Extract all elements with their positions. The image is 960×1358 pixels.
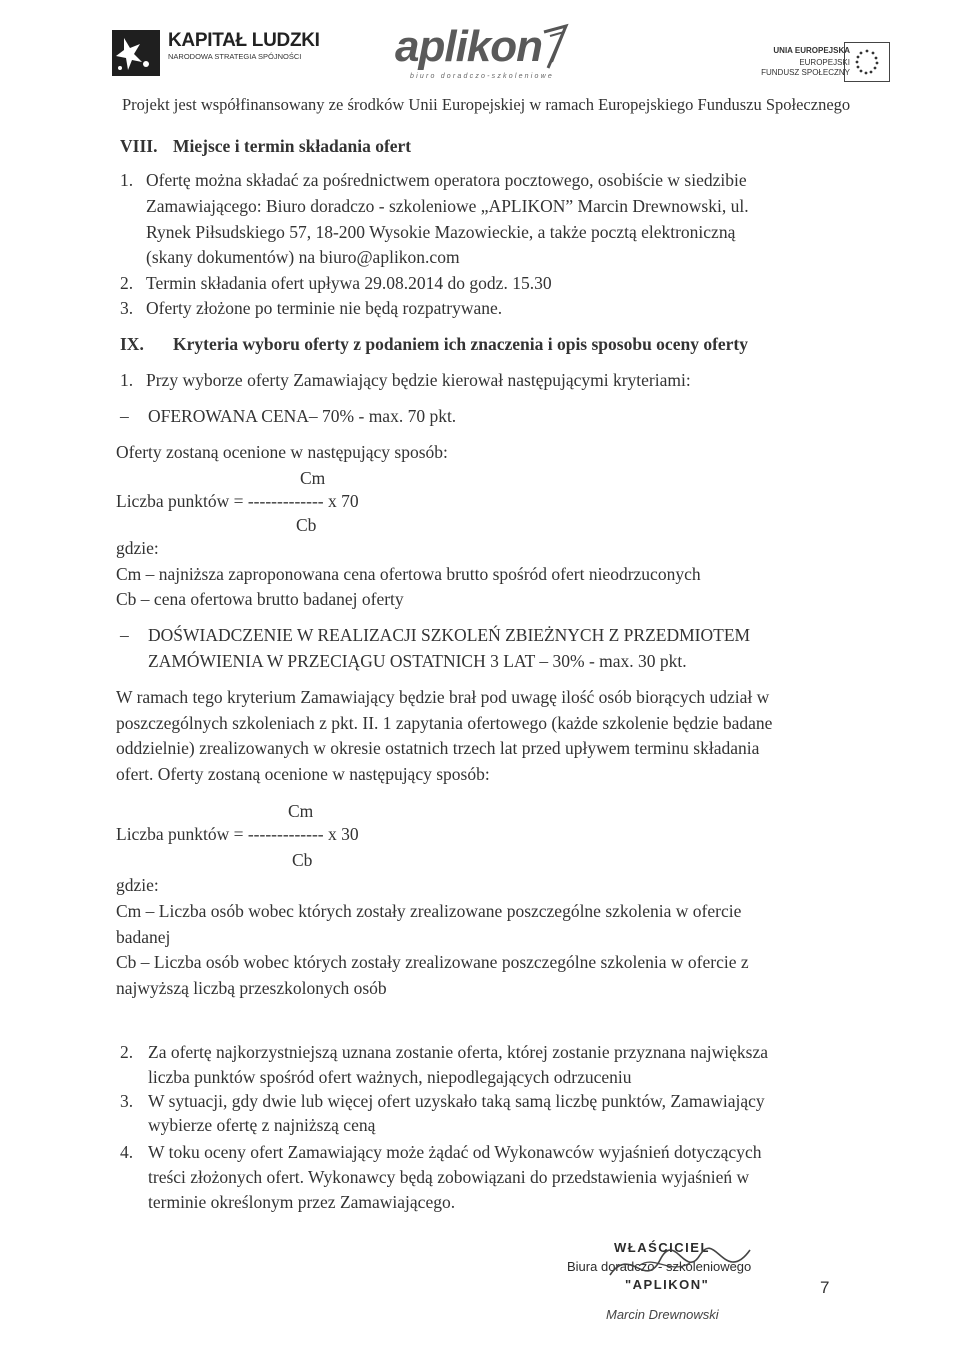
list-item-line: terminie określonym przez Zamawiającego. bbox=[148, 1192, 456, 1212]
stamp-owner-name: Marcin Drewnowski bbox=[606, 1307, 719, 1322]
definition-cb: Cb – Liczba osób wobec których zostały zrealizowane poszczególne szkolenia w ofercie z bbox=[116, 952, 749, 972]
list-number: 1. bbox=[120, 170, 134, 190]
list-item-line: Za ofertę najkorzystniejszą uznana zostanie oferta, której zostanie przyznana największa bbox=[148, 1042, 768, 1062]
page-number: 7 bbox=[820, 1278, 830, 1297]
formula-left: Liczba punktów = ------------- x 30 bbox=[116, 824, 359, 844]
list-item-line: Termin składania ofert upływa 29.08.2014 do godz. 15.30 bbox=[146, 273, 552, 293]
formula-left: Liczba punktów = ------------- x 70 bbox=[116, 491, 359, 511]
aplikon-tagline: biuro doradczo-szkoleniowe bbox=[410, 73, 554, 80]
formula-numerator: Cm bbox=[288, 801, 314, 821]
list-number: 2. bbox=[120, 1042, 134, 1062]
gdzie-label: gdzie: bbox=[116, 538, 159, 558]
criterion-2-title-line: DOŚWIADCZENIE W REALIZACJI SZKOLEŃ ZBIEŻNYCH Z PRZEDMIOTEM bbox=[148, 625, 751, 645]
list-item-line: liczba punktów spośród ofert ważnych, niepodlegających odrzuceniu bbox=[148, 1067, 632, 1087]
gdzie-label: gdzie: bbox=[116, 875, 159, 895]
section-9-number: IX. bbox=[120, 334, 144, 354]
list-item-line: W toku oceny ofert Zamawiający może żądać od Wykonawców wyjaśnień dotyczących bbox=[148, 1142, 762, 1162]
definition-cm-cont: badanej bbox=[116, 927, 171, 947]
eu-line-3: FUNDUSZ SPOŁECZNY bbox=[761, 68, 850, 77]
kapital-ludzki-title: KAPITAŁ LUDZKI bbox=[168, 30, 320, 51]
aplikon-logo-mark-icon bbox=[540, 22, 570, 72]
formula-numerator: Cm bbox=[300, 468, 326, 488]
project-cofinancing-line: Projekt jest współfinansowany ze środków Unii Europejskiej w ramach Europejskiego Funduszu Społecznego bbox=[122, 95, 851, 114]
list-item-line: W sytuacji, gdy dwie lub więcej ofert uzyskało taką samą liczbę punktów, Zamawiający bbox=[148, 1091, 765, 1111]
list-item-line: Ofertę można składać za pośrednictwem operatora pocztowego, osobiście w siedzibie bbox=[146, 170, 747, 190]
paragraph-line: oddzielnie) zrealizowanych w okresie ostatnich trzech lat przed upływem terminu składania bbox=[116, 738, 760, 758]
list-number: 1. bbox=[120, 370, 134, 390]
criterion-dash: – bbox=[120, 625, 129, 645]
eu-flag-icon bbox=[844, 42, 890, 82]
definition-cm: Cm – najniższa zaproponowana cena ofertowa brutto spośród ofert nieodrzuconych bbox=[116, 564, 701, 584]
formula-denominator: Cb bbox=[296, 515, 317, 535]
eu-line-1: UNIA EUROPEJSKA bbox=[773, 46, 850, 55]
eu-line-2: EUROPEJSKI bbox=[799, 58, 850, 67]
handwritten-signature-icon bbox=[600, 1235, 760, 1295]
list-item-line: (skany dokumentów) na biuro@aplikon.com bbox=[146, 247, 460, 267]
kapital-ludzki-logo bbox=[112, 30, 160, 76]
list-number: 3. bbox=[120, 298, 134, 318]
list-item-line: Oferty złożone po terminie nie będą rozpatrywane. bbox=[146, 298, 503, 318]
list-item-line: Przy wyborze oferty Zamawiający będzie kierował następującymi kryteriami: bbox=[146, 370, 691, 390]
formula-denominator: Cb bbox=[292, 850, 313, 870]
list-item-line: treści złożonych ofert. Wykonawcy będą zobowiązani do przedstawienia wyjaśnień w bbox=[148, 1167, 750, 1187]
section-8-number: VIII. bbox=[120, 136, 158, 156]
kapital-ludzki-subtitle: NARODOWA STRATEGIA SPÓJNOŚCI bbox=[168, 52, 302, 61]
criterion-1-title: OFEROWANA CENA– 70% - max. 70 pkt. bbox=[148, 406, 457, 426]
list-number: 2. bbox=[120, 273, 134, 293]
definition-cm: Cm – Liczba osób wobec których zostały zrealizowane poszczególne szkolenia w ofercie bbox=[116, 901, 742, 921]
criterion-2-title-line: ZAMÓWIENIA W PRZECIĄGU OSTATNICH 3 LAT – 30% - max. 30 pkt. bbox=[148, 651, 687, 671]
list-item-line: wybierze ofertę z najniższą ceną bbox=[148, 1115, 376, 1135]
list-item-line: Rynek Piłsudskiego 57, 18-200 Wysokie Mazowieckie, a także pocztą elektroniczną bbox=[146, 222, 736, 242]
definition-cb: Cb – cena ofertowa brutto badanej oferty bbox=[116, 589, 404, 609]
criterion-dash: – bbox=[120, 406, 129, 426]
list-number: 4. bbox=[120, 1142, 134, 1162]
stamp-owner-label: WŁAŚCICIEL bbox=[614, 1240, 710, 1255]
section-9-title: Kryteria wyboru oferty z podaniem ich znaczenia i opis sposobu oceny oferty bbox=[173, 334, 749, 354]
stamp-company-name: "APLIKON" bbox=[625, 1277, 710, 1292]
stamp-company-line: Biura doradczo - szkoleniowego bbox=[567, 1259, 752, 1274]
list-number: 3. bbox=[120, 1091, 134, 1111]
definition-cb-cont: najwyższą liczbą przeszkolonych osób bbox=[116, 978, 387, 998]
aplikon-logo: aplikon bbox=[395, 22, 543, 71]
section-8-title: Miejsce i termin składania ofert bbox=[173, 136, 412, 156]
list-item-line: Zamawiającego: Biuro doradczo - szkoleniowe „APLIKON” Marcin Drewnowski, ul. bbox=[146, 196, 749, 216]
paragraph-line: poszczególnych szkoleniach z pkt. II. 1 zapytania ofertowego (każde szkolenie będzie badane bbox=[116, 713, 773, 733]
paragraph-line: ofert. Oferty zostaną ocenione w następujący sposób: bbox=[116, 764, 490, 784]
paragraph-line: W ramach tego kryterium Zamawiający będzie brał pod uwagę ilość osób biorących udział w bbox=[116, 687, 770, 707]
criterion-1-intro: Oferty zostaną ocenione w następujący sposób: bbox=[116, 442, 448, 462]
